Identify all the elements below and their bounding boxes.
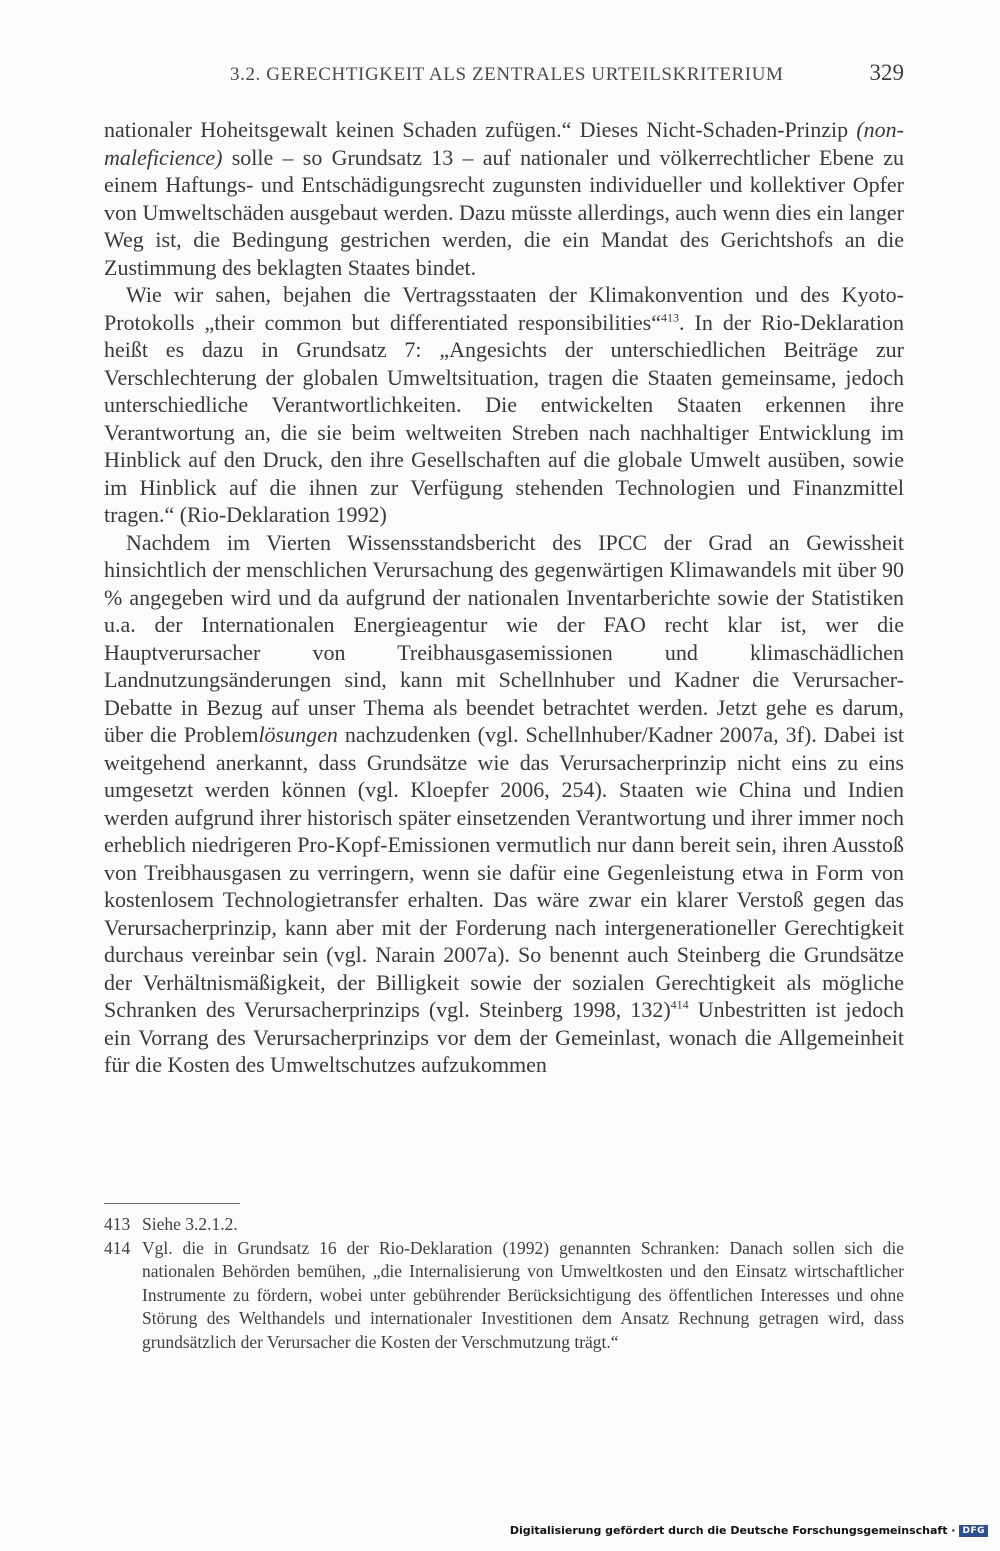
main-text [104,116,904,1079]
dfg-logo: DFG [959,1525,988,1537]
credit-text: Digitalisierung gefördert durch die Deutsche Forschungsgemeinschaft · [509,1524,956,1537]
emphasis-loesungen: lösungen [258,722,338,747]
latin-term: (non-maleficience) [104,117,904,170]
paragraph-1 [104,116,904,281]
footnote-ref-414: 414 [670,997,689,1012]
paragraph-2 [104,281,904,529]
footnote-number: 413 [104,1214,131,1234]
paragraph-3 [104,529,904,1079]
paragraph-3-text-b: nachzudenken (vgl. Schellnhuber/Kadner 2007a, 3f). Dabei ist weitgehend anerkannt, dass Grundsätze wie das Verursacherprinzip nicht eins zu eins umgesetzt werden können (vgl. Kloepfer 2006, 254). Staaten wie China und Indien werden aufgrund ihrer historisch später einsetzenden Verantwortung und ihrer immer noch erheblich niedrigeren Pro-Kopf-Emissionen vermutlich nur dann bereit sein, ihren Ausstoß von Treibhausgasen zu verringern, wenn sie dafür eine Gegenleistung etwa in Form von kostenlosem Technologietransfer erhalten. Das wäre zwar ein klarer Verstoß gegen das Verursacherprinzip, kann aber mit der Forderung nach intergenerationeller Gerechtigkeit durchaus vereinbar sein (vgl. Narain 2007a). So benennt auch Steinberg die Grundsätze der Verhältnismäßigkeit, der Billigkeit sowie der sozialen Gerechtigkeit als mögliche Schranken des Verursacherprinzips (vgl. Steinberg 1998, 132) [104,722,904,1022]
digitization-credit [510,1524,988,1537]
footnote-text: Vgl. die in Grundsatz 16 der Rio-Deklaration (1992) genannten Schranken: Danach sollen sich die nationalen Behörden bemühen, „die Internalisierung von Umweltkosten und den Einsatz wirtschaftlicher Instrumente zu fördern, wobei unter gebührender Berücksichtigung des öffentlichen Interesses und ohne Störung des Welthandels und internationaler Investitionen dem Ansatz Rechnung getragen wird, dass grundsätzlich der Verursacher die Kosten der Verschmutzung trägt.“ [142,1237,904,1352]
footnote-separator [104,1203,240,1204]
footnote-text: Siehe 3.2.1.2. [142,1214,238,1234]
paragraph-1-text-a: nationaler Hoheitsgewalt keinen Schaden zufügen.“ Dieses Nicht-Schaden-Prinzip [104,117,857,142]
running-head: 3.2. GERECHTIGKEIT ALS ZENTRALES URTEILSKRITERIUM [230,64,784,85]
page-header [104,60,904,90]
footnote-414 [104,1237,904,1355]
footnote-number: 414 [104,1237,131,1258]
footnote-ref-413: 413 [660,310,679,325]
paragraph-3-text-a: Nachdem im Vierten Wissensstandsbericht des IPCC der Grad an Gewissheit hinsichtlich der menschlichen Verursachung des gegenwärtigen Klimawandels mit über 90 % angegeben wird und da aufgrund der nationalen Inventarberichte sowie der Statistiken u.a. der Internationalen Energieagentur wie der FAO recht klar ist, wer die Hauptverursacher von Treibhausgasemissionen und klimaschädlichen Landnutzungsänderungen sind, kann mit Schellnhuber und Kadner die Verursacher-Debatte in Bezug auf unser Thema als beendet betrachtet werden. Jetzt gehe es darum, über die Problem [104,529,904,747]
footnotes [104,1213,904,1355]
paragraph-1-text-b: solle – so Grundsatz 13 – auf nationaler und völkerrechtlicher Ebene zu einem Haftungs- und Entschädigungsrecht zugunsten individueller und kollektiver Opfer von Umweltschäden ausgebaut werden. Dazu müsste allerdings, auch wenn dies ein langer Weg ist, die Bedingung gestrichen werden, die ein Mandat des Gerichtshofs an die Zustimmung des beklagten Staates bindet. [104,144,904,280]
paragraph-2-text-b: . In der Rio-Deklaration heißt es dazu in Grundsatz 7: „Angesichts der unterschiedlichen Beiträge zur Verschlechterung der globalen Umweltsituation, tragen die Staaten gemeinsame, jedoch unterschiedliche Verantwortlichkeiten. Die entwickelten Staaten erkennen ihre Verantwortung an, die sie beim weltweiten Streben nach nachhaltiger Entwicklung im Hinblick auf den Druck, den ihre Gesellschaften auf die globale Umwelt ausüben, sowie im Hinblick auf die ihnen zur Verfügung stehenden Technologien und Finanzmittel tragen.“ (Rio-Deklaration 1992) [104,309,904,527]
page-number: 329 [869,60,904,85]
footnote-413 [104,1213,904,1237]
paragraph-3-text-c: Unbestritten ist jedoch ein Vorrang des Verursacherprinzips vor dem der Gemeinlast, wonach die Allgemeinheit für die Kosten des Umweltschutzes aufzukommen [104,997,904,1077]
paragraph-2-text-a: Wie wir sahen, bejahen die Vertragsstaaten der Klimakonvention und des Kyoto-Protokolls „their common but differentiated responsibilities“ [104,282,904,335]
